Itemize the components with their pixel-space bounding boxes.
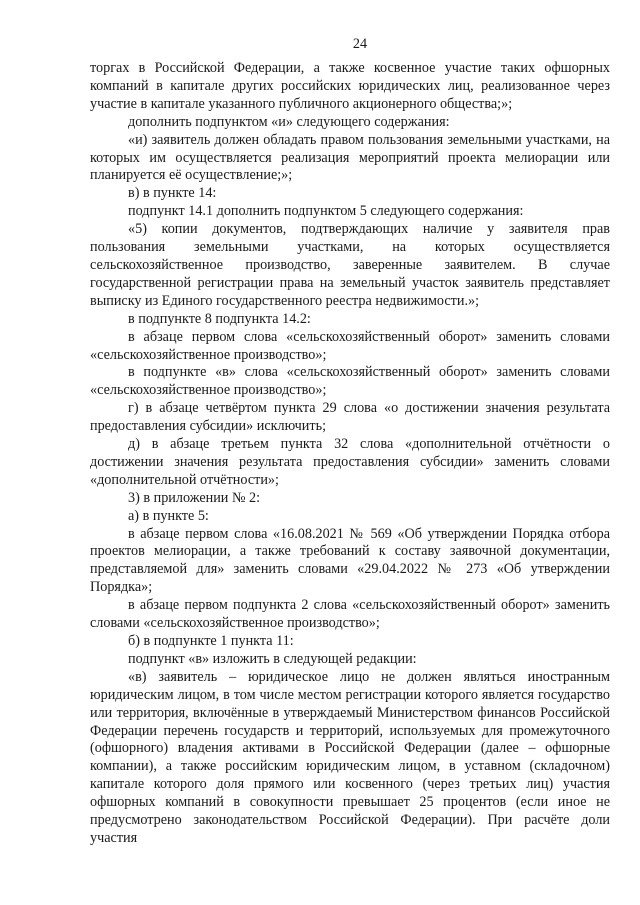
paragraph: 3) в приложении № 2: bbox=[128, 489, 261, 506]
paragraph: торгах в Российской Федерации, а также косвенное участие таких офшорных компаний в капитале других российских юридических лиц, реализованное через участие в капитале указанного публичного акционерного общества;»; bbox=[90, 60, 610, 112]
paragraph: в абзаце первом слова «сельскохозяйственный оборот» заменить словами «сельскохозяйственное производство»; bbox=[90, 328, 610, 363]
paragraph: в подпункте «в» слова «сельскохозяйственный оборот» заменить словами «сельскохозяйственное производство»; bbox=[90, 364, 610, 399]
paragraph: г) в абзаце четвёртом пункта 29 слова «о достижении значения результата предоставления субсидии» исключить; bbox=[90, 400, 610, 435]
page-number: 24 bbox=[352, 36, 368, 52]
paragraph: б) в подпункте 1 пункта 11: bbox=[128, 633, 294, 649]
paragraph: в) в пункте 14: bbox=[128, 185, 217, 202]
paragraph: в абзаце первом подпункта 2 слова «сельскохозяйственный оборот» заменить словами «сельскохозяйственное производство»; bbox=[90, 597, 610, 632]
document-body bbox=[90, 60, 610, 848]
paragraph: «в) заявитель – юридическое лицо не должен являться иностранным юридическим лицом, в том числе местом регистрации которого является государство или территория, включённые в утверждаемый Министерством финансов Российской Федерации перечень государств и территорий, используемых для промежуточного (офшорного) владения активами в Российской Федерации (далее – офшорные компании), а также российским юридическим лицом, в уставном (складочном) капитале которого доля прямого или косвенного (через третьих лиц) участия офшорных компаний в совокупности превышает 25 процентов (если иное не предусмотрено законодательством Российской Федерации). При расчёте доли участия bbox=[90, 668, 610, 846]
paragraph: дополнить подпунктом «и» следующего содержания: bbox=[128, 113, 450, 130]
paragraph: д) в абзаце третьем пункта 32 слова «дополнительной отчётности о достижении значения результата предоставления субсидии» заменить словами «дополнительной отчётности»; bbox=[90, 436, 610, 488]
paragraph: в абзаце первом слова «16.08.2021 № 569 «Об утверждении Порядка отбора проектов мелиорации, а также требований к составу заявочной документации, представляемой для» заменить словами «29.04.2022 № 273 «Об утверждении Порядка»; bbox=[90, 525, 610, 596]
paragraph: а) в пункте 5: bbox=[128, 507, 209, 524]
paragraph: в подпункте 8 подпункта 14.2: bbox=[128, 310, 311, 327]
paragraph: подпункт 14.1 дополнить подпунктом 5 следующего содержания: bbox=[128, 203, 524, 220]
paragraph: подпункт «в» изложить в следующей редакции: bbox=[128, 650, 417, 667]
paragraph: «и) заявитель должен обладать правом пользования земельными участками, на которых им осуществляется реализация мероприятий проекта мелиорации или планируется её осуществление;»; bbox=[90, 131, 610, 184]
paragraph: «5) копии документов, подтверждающих наличие у заявителя прав пользования земельными участками, на которых осуществляется сельскохозяйственное производство, заверенные заявителем. В случае государственной регистрации права на земельный участок заявитель представляет выписку из Единого государственного реестра недвижимости.»; bbox=[90, 221, 610, 309]
